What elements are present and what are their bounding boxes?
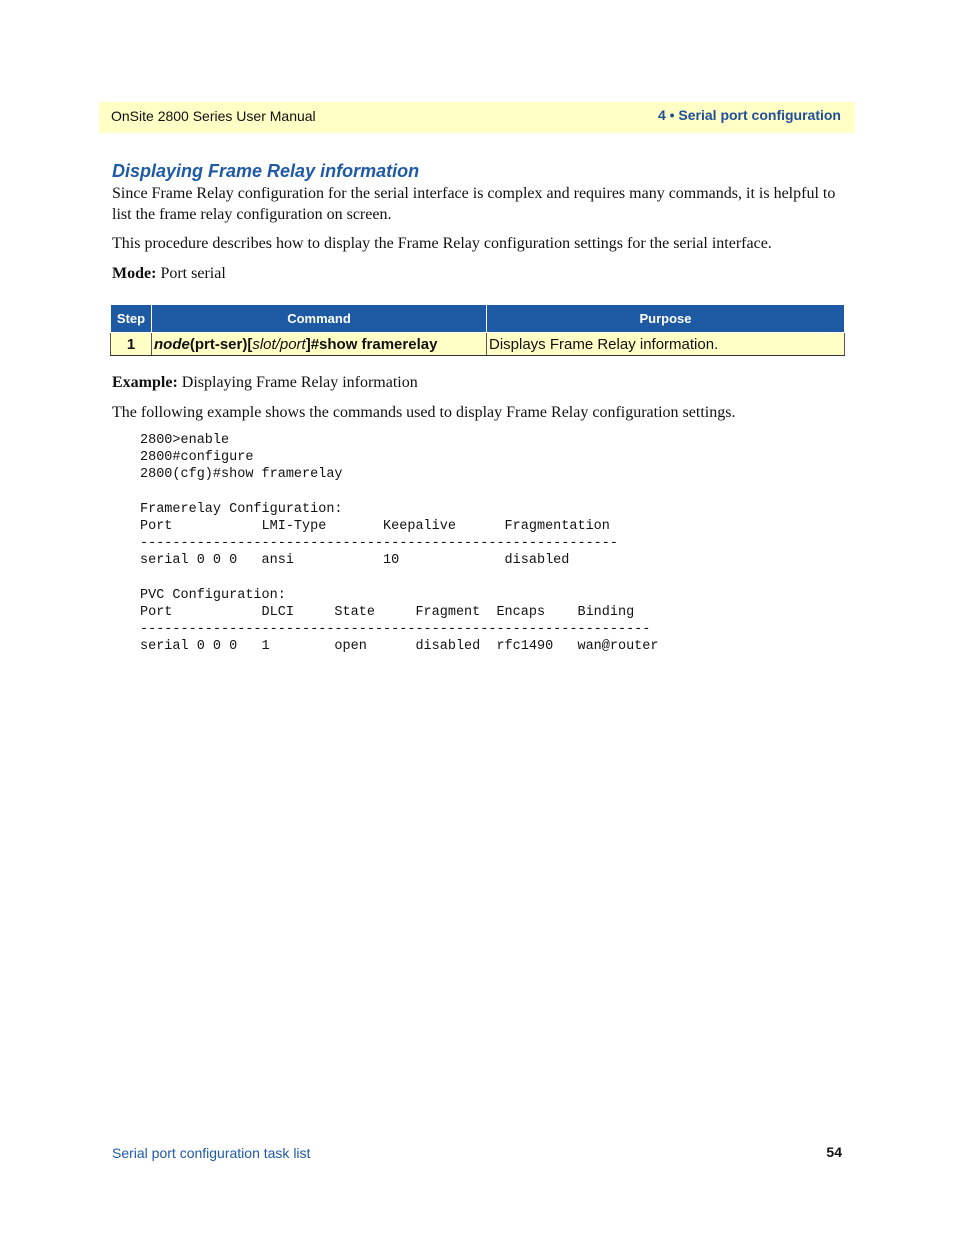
running-header — [99, 102, 855, 133]
column-header-command: Command — [152, 305, 487, 333]
column-header-step: Step — [111, 305, 152, 333]
command-table — [110, 304, 845, 356]
mode-line — [112, 263, 846, 284]
section-heading: Displaying Frame Relay information — [112, 161, 420, 181]
command-prefix: (prt-ser)[ — [189, 335, 253, 353]
table-row — [111, 333, 845, 356]
mode-value: Port serial — [156, 265, 226, 282]
example-line — [112, 372, 846, 393]
intro-paragraph: Since Frame Relay configuration for the serial interface is complex and requires many commands, it is helpful to list the frame relay configuration on screen. — [112, 185, 836, 223]
command-cell — [152, 333, 487, 356]
chapter-title: 4 • Serial port configuration — [657, 107, 841, 123]
manual-title: OnSite 2800 Series User Manual — [111, 108, 316, 124]
example-value: Displaying Frame Relay information — [177, 374, 418, 391]
page-number: 54 — [826, 1144, 842, 1160]
footer-section-title: Serial port configuration task list — [112, 1145, 311, 1161]
step-cell: 1 — [111, 333, 152, 356]
column-header-purpose: Purpose — [487, 305, 845, 333]
table-header-row — [111, 305, 845, 333]
command-node: node — [154, 335, 190, 353]
purpose-cell: Displays Frame Relay information. — [487, 333, 845, 356]
mode-label: Mode: — [112, 265, 157, 282]
following-paragraph: The following example shows the commands used to display Frame Relay configuration settings. — [112, 404, 736, 421]
command-slot: slot/port — [252, 335, 306, 353]
code-example: 2800>enable 2800#configure 2800(cfg)#show framerelay Framerelay Configuration: Port LMI-Type Keepalive Fragmentation ----------------------------------------------------------- serial 0 0 0 ansi 10 disabled PVC Configuration: Port DLCI State Fragment Encaps Binding --------------------------------------------------------------- serial 0 0 0 1 open disabled rfc1490 wan@router — [140, 433, 659, 655]
procedure-paragraph: This procedure describes how to display the Frame Relay configuration settings for the serial interface. — [112, 235, 772, 252]
command-suffix: ]#show framerelay — [305, 335, 438, 353]
example-label: Example: — [112, 374, 178, 391]
